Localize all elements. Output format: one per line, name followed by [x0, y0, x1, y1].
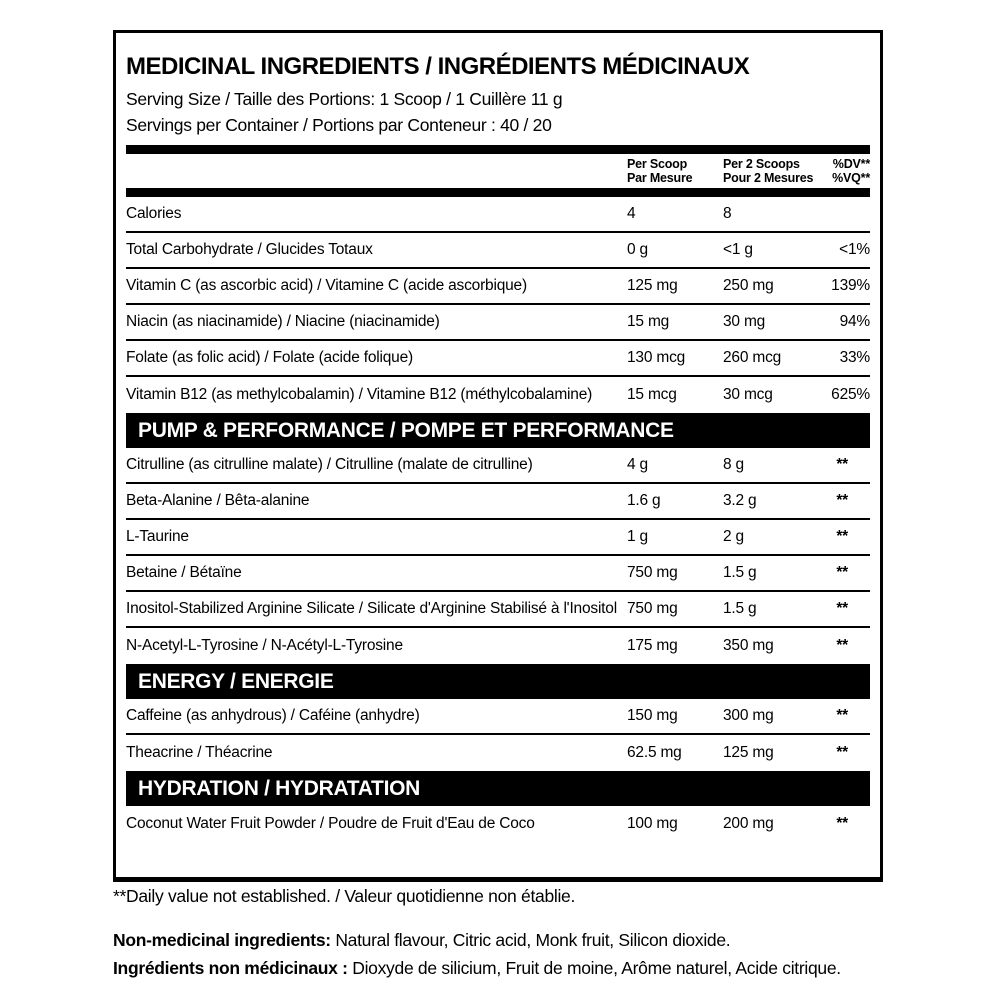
cell-per-scoop: 62.5 mg	[627, 744, 682, 761]
cell-name: Citrulline (as citrulline malate) / Citrulline (malate de citrulline)	[126, 456, 533, 473]
cell-dv: **	[836, 600, 848, 617]
ingredient-row	[126, 448, 870, 484]
cell-name: Vitamin B12 (as methylcobalamin) / Vitamine B12 (méthylcobalamine)	[126, 386, 593, 403]
cell-name: Niacin (as niacinamide) / Niacine (niacinamide)	[126, 313, 440, 330]
cell-per-scoop: 1 g	[627, 528, 648, 545]
cell-per-two-scoops: 2 g	[723, 528, 744, 545]
section-header: HYDRATION / HYDRATATION	[126, 771, 870, 806]
cell-name: N-Acetyl-L-Tyrosine / N-Acétyl-L-Tyrosine	[126, 637, 403, 654]
cell-per-two-scoops: 125 mg	[723, 744, 774, 761]
cell-dv: 33%	[839, 349, 870, 366]
col-header-per-scoop-fr: Par Mesure	[627, 171, 693, 185]
cell-dv: **	[836, 456, 848, 473]
col-header-per-two-scoops-fr: Pour 2 Mesures	[723, 171, 814, 185]
cell-dv: <1%	[839, 241, 870, 258]
non-medicinal-text-en: Natural flavour, Citric acid, Monk fruit, Silicon dioxide.	[330, 930, 731, 950]
ingredient-row	[126, 377, 870, 413]
non-medicinal-block	[113, 926, 841, 982]
ingredient-row	[126, 341, 870, 377]
ingredient-row	[126, 233, 870, 269]
cell-name: Theacrine / Théacrine	[126, 744, 273, 761]
cell-per-scoop: 15 mg	[627, 313, 670, 330]
cell-per-scoop: 130 mcg	[627, 349, 686, 366]
cell-per-scoop: 175 mg	[627, 637, 678, 654]
cell-per-scoop: 4 g	[627, 456, 648, 473]
cell-name: L-Taurine	[126, 528, 189, 545]
cell-per-scoop: 750 mg	[627, 564, 678, 581]
cell-per-scoop: 1.6 g	[627, 492, 661, 509]
cell-dv: 139%	[831, 277, 870, 294]
col-header-per-scoop-en: Per Scoop	[627, 157, 688, 171]
col-header-daily-value-fr: %VQ**	[832, 171, 870, 185]
col-header-daily-value-en: %DV**	[832, 157, 870, 171]
cell-name: Folate (as folic acid) / Folate (acide folique)	[126, 349, 413, 366]
cell-per-two-scoops: <1 g	[723, 241, 753, 258]
cell-name: Betaine / Bétaïne	[126, 564, 242, 581]
ingredient-row	[126, 269, 870, 305]
ingredient-row	[126, 592, 870, 628]
col-header-daily-value	[823, 157, 870, 185]
non-medicinal-line-en	[113, 926, 841, 954]
cell-per-two-scoops: 200 mg	[723, 815, 774, 832]
non-medicinal-label-fr: Ingrédients non médicinaux :	[113, 958, 348, 978]
cell-per-two-scoops: 1.5 g	[723, 600, 757, 617]
cell-per-two-scoops: 1.5 g	[723, 564, 757, 581]
cell-per-two-scoops: 3.2 g	[723, 492, 757, 509]
servings-per-container-line: Servings per Container / Portions par Conteneur : 40 / 20	[126, 115, 552, 135]
cell-name: Calories	[126, 205, 182, 222]
cell-dv: 625%	[831, 386, 870, 403]
cell-dv: **	[836, 744, 848, 761]
ingredient-row	[126, 520, 870, 556]
column-headers	[126, 154, 870, 188]
cell-per-scoop: 0 g	[627, 241, 648, 258]
daily-value-footnote: **Daily value not established. / Valeur quotidienne non établie.	[113, 886, 576, 906]
col-header-per-scoop	[627, 157, 723, 185]
col-header-per-two-scoops-en: Per 2 Scoops	[723, 157, 800, 171]
panel-title: MEDICINAL INGREDIENTS / INGRÉDIENTS MÉDICINAUX	[126, 53, 750, 80]
cell-dv: **	[836, 815, 848, 832]
cell-per-two-scoops: 350 mg	[723, 637, 774, 654]
cell-name: Coconut Water Fruit Powder / Poudre de Fruit d'Eau de Coco	[126, 815, 535, 832]
cell-per-two-scoops: 8 g	[723, 456, 744, 473]
cell-per-two-scoops: 260 mcg	[723, 349, 782, 366]
ingredient-row	[126, 556, 870, 592]
cell-per-scoop: 150 mg	[627, 707, 678, 724]
cell-name: Caffeine (as anhydrous) / Caféine (anhydre)	[126, 707, 420, 724]
cell-per-two-scoops: 30 mcg	[723, 386, 773, 403]
ingredient-row	[126, 305, 870, 341]
non-medicinal-text-fr: Dioxyde de silicium, Fruit de moine, Arôme naturel, Acide citrique.	[347, 958, 841, 978]
section-header: PUMP & PERFORMANCE / POMPE ET PERFORMANCE	[126, 413, 870, 448]
cell-name: Vitamin C (as ascorbic acid) / Vitamine C (acide ascorbique)	[126, 277, 527, 294]
cell-dv: **	[836, 492, 848, 509]
cell-name: Total Carbohydrate / Glucides Totaux	[126, 241, 373, 258]
cell-name: Beta-Alanine / Bêta-alanine	[126, 492, 310, 509]
ingredient-row	[126, 806, 870, 842]
ingredient-row	[126, 484, 870, 520]
serving-size-line: Serving Size / Taille des Portions: 1 Scoop / 1 Cuillère 11 g	[126, 89, 563, 109]
cell-per-two-scoops: 8	[723, 205, 732, 222]
cell-dv: **	[836, 528, 848, 545]
cell-per-two-scoops: 300 mg	[723, 707, 774, 724]
cell-dv: 94%	[839, 313, 870, 330]
ingredient-table	[126, 197, 870, 842]
cell-dv: **	[836, 637, 848, 654]
ingredient-row	[126, 735, 870, 771]
cell-per-scoop: 4	[627, 205, 636, 222]
ingredient-row	[126, 197, 870, 233]
cell-per-scoop: 750 mg	[627, 600, 678, 617]
divider-bar-top	[126, 145, 870, 154]
non-medicinal-label-en: Non-medicinal ingredients:	[113, 930, 331, 950]
cell-dv: **	[836, 707, 848, 724]
ingredient-row	[126, 699, 870, 735]
cell-per-two-scoops: 30 mg	[723, 313, 766, 330]
cell-per-two-scoops: 250 mg	[723, 277, 774, 294]
divider-bar-header	[126, 188, 870, 197]
medicinal-ingredients-panel	[113, 30, 883, 882]
cell-name: Inositol-Stabilized Arginine Silicate / Silicate d'Arginine Stabilisé à l'Inositol	[126, 600, 617, 617]
col-header-per-two-scoops	[723, 157, 823, 185]
cell-per-scoop: 15 mcg	[627, 386, 677, 403]
section-header: ENERGY / ENERGIE	[126, 664, 870, 699]
cell-per-scoop: 125 mg	[627, 277, 678, 294]
non-medicinal-line-fr	[113, 954, 841, 982]
ingredient-row	[126, 628, 870, 664]
cell-dv: **	[836, 564, 848, 581]
cell-per-scoop: 100 mg	[627, 815, 678, 832]
